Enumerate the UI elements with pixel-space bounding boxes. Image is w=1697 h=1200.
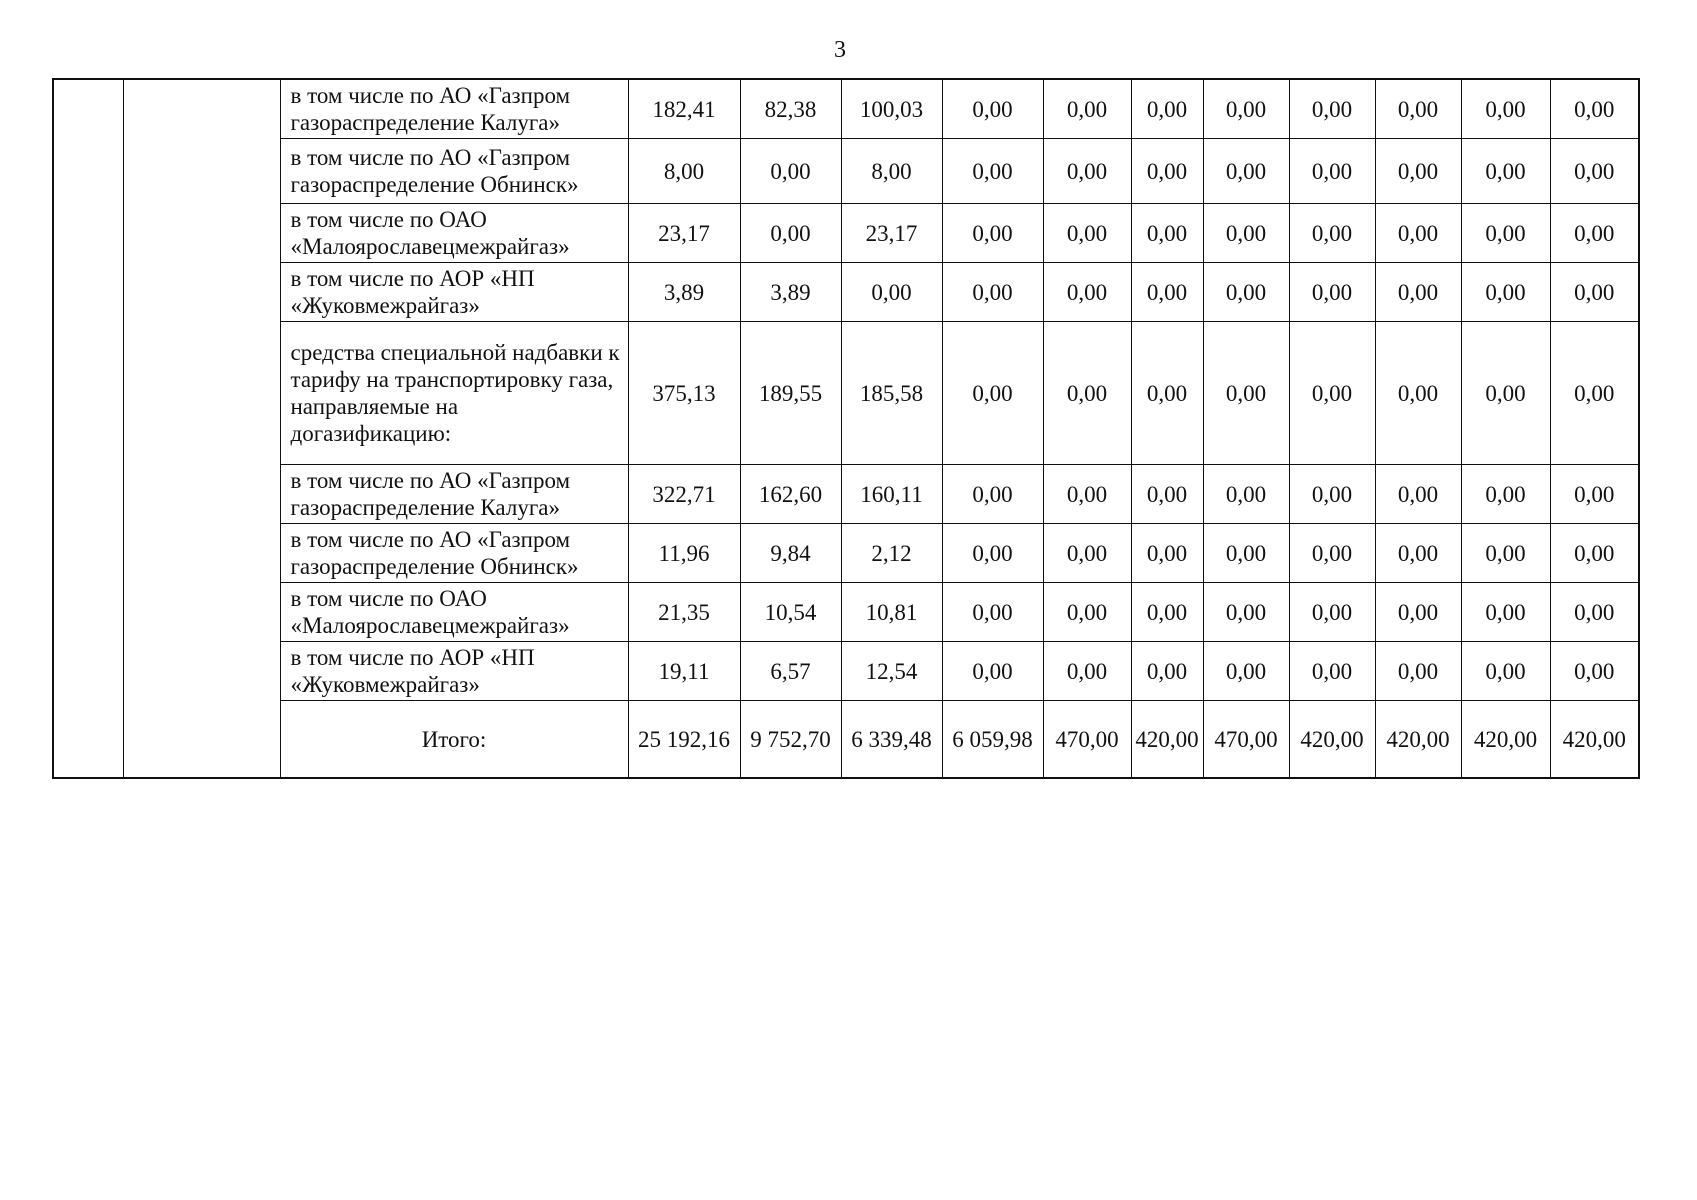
value-cell: 0,00 <box>1289 583 1375 642</box>
value-cell: 11,96 <box>628 524 740 583</box>
value-cell: 0,00 <box>1550 322 1639 465</box>
value-cell: 0,00 <box>1375 465 1461 524</box>
value-cell: 0,00 <box>942 322 1043 465</box>
value-cell: 0,00 <box>1550 642 1639 701</box>
value-cell: 21,35 <box>628 583 740 642</box>
value-cell: 0,00 <box>1131 204 1203 263</box>
value-cell: 182,41 <box>628 79 740 139</box>
table-row <box>53 263 1639 322</box>
value-cell: 0,00 <box>1289 204 1375 263</box>
value-cell: 0,00 <box>942 642 1043 701</box>
value-cell: 23,17 <box>628 204 740 263</box>
value-cell: 160,11 <box>841 465 942 524</box>
value-cell: 0,00 <box>942 524 1043 583</box>
total-value-cell: 420,00 <box>1131 701 1203 779</box>
table-row <box>53 204 1639 263</box>
row-description: в том числе по АО «Газпром газораспределение Калуга» <box>280 79 628 139</box>
row-description: в том числе по ОАО «Малоярославецмежрайгаз» <box>280 583 628 642</box>
row-description: в том числе по ОАО «Малоярославецмежрайгаз» <box>280 204 628 263</box>
value-cell: 0,00 <box>1461 465 1550 524</box>
value-cell: 322,71 <box>628 465 740 524</box>
total-value-cell: 470,00 <box>1203 701 1289 779</box>
value-cell: 0,00 <box>1131 79 1203 139</box>
value-cell: 0,00 <box>1203 322 1289 465</box>
value-cell: 23,17 <box>841 204 942 263</box>
value-cell: 0,00 <box>1203 79 1289 139</box>
total-value-cell: 25 192,16 <box>628 701 740 779</box>
value-cell: 9,84 <box>740 524 841 583</box>
value-cell: 0,00 <box>1203 139 1289 204</box>
value-cell: 0,00 <box>1550 465 1639 524</box>
total-value-cell: 420,00 <box>1550 701 1639 779</box>
value-cell: 0,00 <box>1203 465 1289 524</box>
value-cell: 0,00 <box>1550 139 1639 204</box>
value-cell: 10,54 <box>740 583 841 642</box>
value-cell: 0,00 <box>1550 204 1639 263</box>
value-cell: 3,89 <box>740 263 841 322</box>
row-description: в том числе по АОР «НП «Жуковмежрайгаз» <box>280 642 628 701</box>
value-cell: 0,00 <box>1131 465 1203 524</box>
value-cell: 0,00 <box>1131 583 1203 642</box>
value-cell: 0,00 <box>1375 263 1461 322</box>
value-cell: 8,00 <box>841 139 942 204</box>
value-cell: 0,00 <box>1131 524 1203 583</box>
value-cell: 8,00 <box>628 139 740 204</box>
total-label: Итого: <box>280 701 628 779</box>
total-value-cell: 6 059,98 <box>942 701 1043 779</box>
value-cell: 0,00 <box>1131 263 1203 322</box>
value-cell: 0,00 <box>942 204 1043 263</box>
value-cell: 0,00 <box>1375 204 1461 263</box>
value-cell: 0,00 <box>1203 524 1289 583</box>
value-cell: 0,00 <box>1375 139 1461 204</box>
budget-table <box>52 78 1640 779</box>
total-value-cell: 420,00 <box>1289 701 1375 779</box>
value-cell: 10,81 <box>841 583 942 642</box>
value-cell: 19,11 <box>628 642 740 701</box>
value-cell: 185,58 <box>841 322 942 465</box>
value-cell: 0,00 <box>1461 322 1550 465</box>
value-cell: 0,00 <box>1461 79 1550 139</box>
value-cell: 0,00 <box>1043 465 1131 524</box>
value-cell: 189,55 <box>740 322 841 465</box>
value-cell: 0,00 <box>1043 524 1131 583</box>
value-cell: 162,60 <box>740 465 841 524</box>
row-description: в том числе по АО «Газпром газораспределение Обнинск» <box>280 524 628 583</box>
value-cell: 375,13 <box>628 322 740 465</box>
value-cell: 0,00 <box>1375 642 1461 701</box>
value-cell: 0,00 <box>1043 642 1131 701</box>
total-value-cell: 420,00 <box>1461 701 1550 779</box>
page-number: 3 <box>834 37 846 63</box>
value-cell: 0,00 <box>1043 583 1131 642</box>
value-cell: 0,00 <box>942 139 1043 204</box>
value-cell: 0,00 <box>1043 322 1131 465</box>
table-row <box>53 465 1639 524</box>
value-cell: 12,54 <box>841 642 942 701</box>
value-cell: 0,00 <box>1043 204 1131 263</box>
value-cell: 0,00 <box>942 79 1043 139</box>
value-cell: 0,00 <box>1289 524 1375 583</box>
table-row <box>53 79 1639 139</box>
total-value-cell: 420,00 <box>1375 701 1461 779</box>
row-description: в том числе по АОР «НП «Жуковмежрайгаз» <box>280 263 628 322</box>
value-cell: 0,00 <box>1289 139 1375 204</box>
table-row <box>53 583 1639 642</box>
row-description: в том числе по АО «Газпром газораспределение Калуга» <box>280 465 628 524</box>
total-value-cell: 6 339,48 <box>841 701 942 779</box>
value-cell: 0,00 <box>1461 642 1550 701</box>
value-cell: 0,00 <box>1289 642 1375 701</box>
value-cell: 100,03 <box>841 79 942 139</box>
total-value-cell: 470,00 <box>1043 701 1131 779</box>
value-cell: 0,00 <box>1289 322 1375 465</box>
value-cell: 0,00 <box>1550 79 1639 139</box>
row-description: в том числе по АО «Газпром газораспределение Обнинск» <box>280 139 628 204</box>
value-cell: 0,00 <box>942 263 1043 322</box>
value-cell: 0,00 <box>740 139 841 204</box>
value-cell: 0,00 <box>942 465 1043 524</box>
value-cell: 0,00 <box>1043 139 1131 204</box>
value-cell: 0,00 <box>1289 79 1375 139</box>
value-cell: 0,00 <box>1131 322 1203 465</box>
value-cell: 0,00 <box>740 204 841 263</box>
value-cell: 0,00 <box>1203 204 1289 263</box>
value-cell: 0,00 <box>1289 465 1375 524</box>
value-cell: 0,00 <box>1131 642 1203 701</box>
value-cell: 0,00 <box>1375 79 1461 139</box>
value-cell: 0,00 <box>1289 263 1375 322</box>
value-cell: 0,00 <box>841 263 942 322</box>
table-row <box>53 139 1639 204</box>
value-cell: 0,00 <box>1203 642 1289 701</box>
value-cell: 0,00 <box>1043 263 1131 322</box>
value-cell: 0,00 <box>1043 79 1131 139</box>
value-cell: 0,00 <box>1461 583 1550 642</box>
value-cell: 0,00 <box>1461 524 1550 583</box>
value-cell: 0,00 <box>1550 524 1639 583</box>
value-cell: 0,00 <box>1550 263 1639 322</box>
value-cell: 0,00 <box>942 583 1043 642</box>
value-cell: 0,00 <box>1375 524 1461 583</box>
value-cell: 0,00 <box>1375 322 1461 465</box>
row-description: средства специальной надбавки к тарифу на транспортировку газа, направляемые на догазификацию: <box>280 322 628 465</box>
value-cell: 0,00 <box>1461 139 1550 204</box>
value-cell: 0,00 <box>1461 263 1550 322</box>
table-row <box>53 524 1639 583</box>
value-cell: 0,00 <box>1461 204 1550 263</box>
value-cell: 0,00 <box>1375 583 1461 642</box>
value-cell: 0,00 <box>1550 583 1639 642</box>
value-cell: 2,12 <box>841 524 942 583</box>
total-value-cell: 9 752,70 <box>740 701 841 779</box>
table-row <box>53 322 1639 465</box>
table-body <box>53 79 1639 778</box>
value-cell: 82,38 <box>740 79 841 139</box>
value-cell: 3,89 <box>628 263 740 322</box>
value-cell: 0,00 <box>1203 583 1289 642</box>
value-cell: 0,00 <box>1131 139 1203 204</box>
value-cell: 0,00 <box>1203 263 1289 322</box>
value-cell: 6,57 <box>740 642 841 701</box>
total-row <box>53 701 1639 779</box>
name-column-cell <box>123 79 280 778</box>
index-column-cell <box>53 79 123 778</box>
table-row <box>53 642 1639 701</box>
